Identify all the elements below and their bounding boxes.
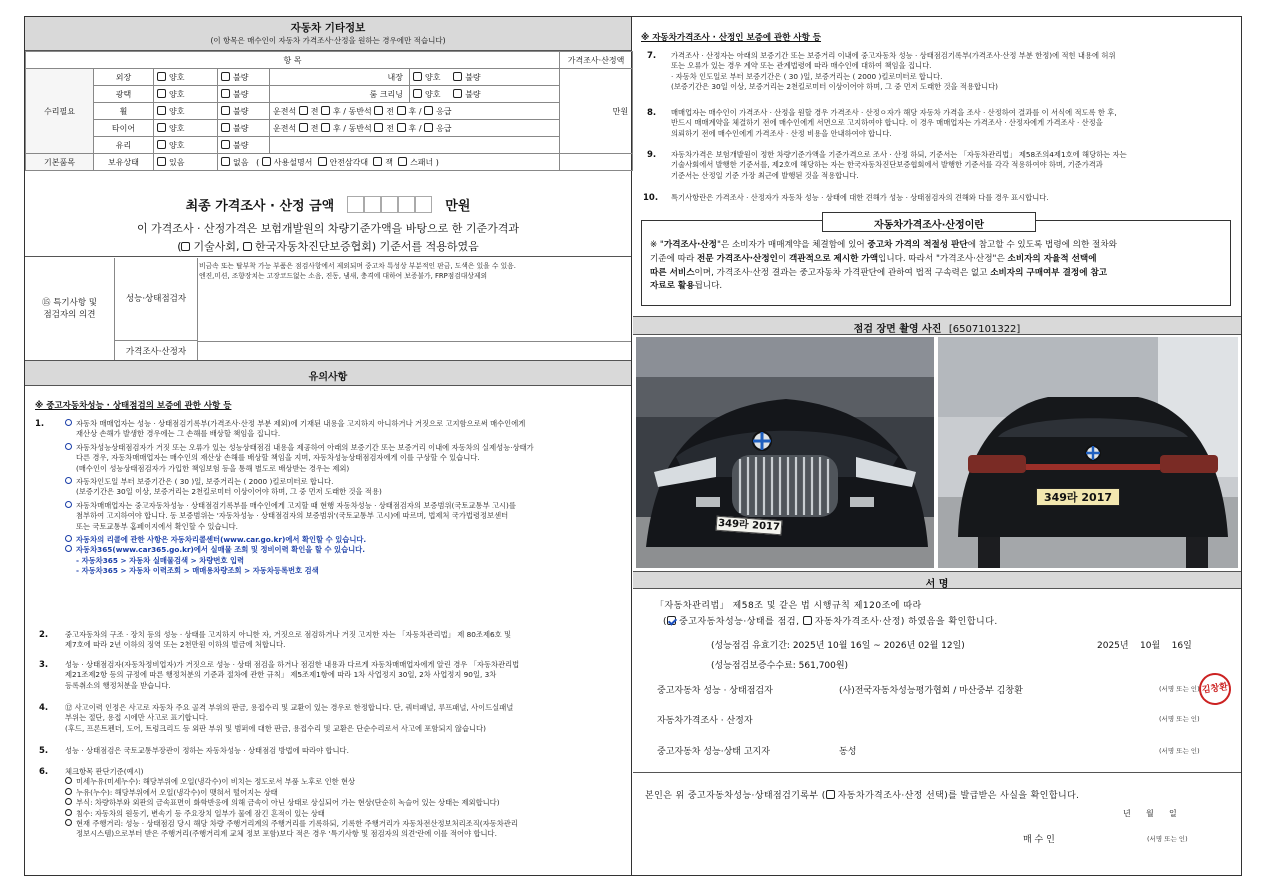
appraiser-sign-hint: (서명 또는 인) (1159, 715, 1200, 723)
note-6: 체크항목 판단기준(예시) 미세누유(미세누수): 해당부위에 오일(냉각수)이 비치는 정도로서 부품 노후로 인한 현상 누유(누수): 해당부위에서 오일(냉각수)이 맺혀서 떨어지는 상태 부식: 차량하부와 외판의 금속표면이 화학반응에 의해 금속이 아닌 상태로 상실되어 가는 현상(단순히 녹슬어 있는 상태는 제외합니다) 침수: 자동차의 원동기, 변속기 등 주요장치 일부가 물에 잠긴 흔적이 있는 상태 현재 주행거리: 성능 · 상태점검 당시 해당 차량 주행거리계의 주행거리를 기록하되, 기록한 주행거리가 자동차전산정보처리조직(자동차관리 정보시스템)으로부터 받은 주행거리(주행거리계 교체 정보 포함)보다 적은 경우 '특기사항 및 점검자의 의견'란에 이를 적어야 합니다. (65, 767, 518, 839)
opinion-label-1: ⑮ 특기사항 및 (42, 298, 97, 308)
wheel-pass-front-checkbox[interactable] (374, 106, 383, 115)
note-7: 가격조사 · 산정자는 아래의 보증기간 또는 보증거리 이내에 중고자동차 성능 · 상태점검기록부(가격조사·산정 부분 한정)에 적힌 내용에 허위 또는 오류가 있는 경우 계약 또는 관계법령에 따라 매수인에 대하여 책임을 집니다. · 자동차 인도일로 부터 보증기간은 ( 30 )일, 보증거리는 ( 2000 )킬로미터로 합니다. (보증기간은 30일 이상, 보증거리는 2천킬로미터 이상이어야 하며, 그 중 먼저 도래한 것을 적용합니다) (671, 51, 1116, 92)
extra-info-title: 자동차 기타정보 (290, 22, 366, 34)
appraiser-label: 가격조사·산정자 (115, 341, 198, 360)
rear-photo (938, 337, 1238, 568)
note-8: 매매업자는 매수인이 가격조사 · 산정을 원할 경우 가격조사 · 산정ㅇ자가 해당 자동차 가격을 조사 · 산정하여 결과를 이 서식에 적도록 한 후, 반드시 매매계약을 체결하기 전에 매수인에게 서면으로 고지하여야 합니다. 이 경우 매매업자는 가격조사 · 산정자에게 가격조사 · 산정을 의뢰하기 전에 매수인에게 가격조사 · 산정 비용을 안내하여야 합니다. (671, 108, 1117, 138)
tire-bad-checkbox[interactable] (221, 123, 230, 132)
tech-society-checkbox[interactable] (181, 242, 190, 251)
wheel-position: 운전석 전 후 / 동반석 전 후 / 응급 (270, 103, 560, 120)
note-10: 특기사항란은 가격조사 · 산정자가 자동차 성능 · 상태에 대한 견해가 성능 · 상태점검자의 견해와 다를 경우 표시합니다. (671, 193, 1049, 202)
left-column: 자동차 기타정보 (이 항목은 매수인이 자동차 가격조사·산정을 원하는 경우에만 적습니다) 항 목 가격조사·산정액 수리필요 외장 양호 불량 내장 양호 불량 만원 광택 양호 불량 룸 크리닝 양호 불량 휠 양호 불량 운전석 전 후 / 동반석 전 후 / 응급 타이어 양호 불량 운전석 전 후 / 동반석 전 후 / 응급 유리 양호 불량 기본품목 보유상태 있음 없음 ( 사용설명서 안전삼각대 잭 스패너 ) 최종 가격조사 · 산정 금액 만원 이 가격조사 · 산정가격은 보험개발원의 차량기준가액을 바탕으로 한 기준가격과 ( 기술사회, 한국자동차진단보증협회) 기준서를 적용하였음 ⑮ 특기사항 및 점검자의 의견 성능·상태점검자 비금속 또는 탈부착 가능 부품은 점검사항에서 제외되며 중고차 특성상 부분적인 판금, 도색은 있을 수 있음. 엔진,미션, 조향장치는 고장코드없는 소음, 진동, 냄새, 충격에 대하여 보증불가, FRP점검대상제외 가격조사·산정자 유의사항 ※ 중고자동차성능 · 상태점검의 보증에 관한 사항 등 1. 자동차 매매업자는 성능 · 상태점검기록부(가격조사·산정 부분 제외)에 기재된 내용을 고지하지 아니하거나 거짓으로 고지함으로써 매수인에게 재산상 손해가 발생한 경우에는 그 손해를 배상할 책임을 집니다. 자동차성능상태점검자가 거짓 또는 오류가 있는 성능상태점검 내용을 제공하여 아래의 보증기간 또는 보증거리 이내에 자동차의 실제성능·상태가 다른 경우, 자동차매매업자는 매수인의 재산상 손해를 배상할 책임을 지며, 자동차성능상태점검자에게 이를 구상할 수 있습니다. (매수인이 성능상태점검자가 가입한 책임보험 등을 통해 별도로 배상받는 경우는 제외) 자동차인도일 부터 보증기간은 ( 30 )일, 보증거리는 ( 2000 )킬로미터로 합니다. (보증기간은 30일 이상, 보증거리는 2천킬로미터 이상이어야 하며, 그 중 먼저 도래한 것을 적용) 자동차매매업자는 중고자동차성능 · 상태점검기록부를 매수인에게 고지할 때 현행 자동차성능 · 상태점검자의 보증범위(국토교통부 고시)를 첨부하여 고지하여야 합니다. 동 보증범위는 '자동차성능 · 상태점검자의 보증범위'(국토교통부 고시)에 따르며, 법제처 국가법령정보센터 또는 국토교통부 홈페이지에서 확인할 수 있습니다. 자동차의 리콜에 관한 사항은 자동차리콜센터(www.car.go.kr)에서 확인할 수 있습니다. 자동차365(www.car365.go.kr)에서 실매물 조회 및 정비이력 확인을 할 수 있습니다. - 자동차365 > 자동차 실매물검색 > 차량번호 입력 - 자동차365 > 자동차 이력조회 > 매매용차량조회 > 자동차등록번호 검색 2. 중고자동차의 구조 · 장치 등의 성능 · 상태를 고지하지 아니한 자, 거짓으로 점검하거나 거짓 고지한 자는 「자동차관리법」 제 80조제6호 및 제7호에 따라 2년 이하의 징역 또는 2천만원 이하의 벌금에 처합니다. 3. 성능 · 상태점검자(자동차정비업자)가 거짓으로 성능 · 상태 점검을 하거나 점검한 내용과 다르게 자동차매매업자에게 알린 경우 「자동차관리법 제21조제2항 등의 규정에 따른 행정처분의 기준과 절차에 관한 규칙」 제5조제1항에 따라 1차 사업정지 30일, 2차 사업정지 90일, 3차 등록취소의 행정처분을 받습니다. 4. ⑫ 사고이력 인정은 사고로 자동차 주요 골격 부위의 판금, 용접수리 및 교환이 있는 경우로 한정합니다. 단, 쿼터패널, 루프패널, 사이드실패널 부위는 절단, 용접 시에만 사고로 표기합니다. (후드, 프론트펜더, 도어, 트렁크리드 등 외판 부위 및 범퍼에 대한 판금, 용접수리 및 교환은 단순수리로서 사고에 포함되지 않습니다) 5. 성능 · 상태점검은 국토교통부장관이 정하는 자동차성능 · 상태점검 방법에 따라야 합니다. 6. 체크항목 판단기준(예시) 미세누유(미세누수): 해당부위에 오일(냉각수)이 비치는 정도로서 부품 노후로 인한 현상 누유(누수): 해당부위에서 오일(냉각수)이 맺혀서 떨어지는 상태 부식: 차량하부와 외판의 금속표면이 화학반응에 의해 금속이 아닌 상태로 상실되어 가는 현상(단순히 녹슬어 있는 상태는 제외합니다) 침수: 자동차의 원동기, 변속기 등 주요장치 일부가 물에 잠긴 흔적이 있는 상태 현재 주행거리: 성능 · 상태점검 당시 해당 차량 주행거리계의 주행거리를 기록하되, 기록한 주행거리가 자동차전산정보처리조직(자동차관리 정보시스템)으로부터 받은 주행거리(주행거리계 교체 정보 포함)보다 적은 경우 '특기사항 및 점검자의 의견'란에 이를 적어야 합니다. (25, 17, 632, 875)
tire-position: 운전석 전 후 / 동반석 전 후 / 응급 (270, 120, 560, 137)
opinion-block (25, 258, 631, 360)
interior-bad-checkbox[interactable] (453, 72, 462, 81)
row-wheel: 휠 (94, 103, 154, 120)
definition-title: 자동차가격조사·산정이란 (822, 212, 1036, 232)
room-bad-checkbox[interactable] (453, 89, 462, 98)
appraisal-checkbox[interactable] (803, 616, 812, 625)
final-price-block (25, 187, 631, 257)
col-item: 항 목 (26, 52, 560, 69)
tire-good-checkbox[interactable] (157, 123, 166, 132)
glass-good-checkbox[interactable] (157, 140, 166, 149)
jack-checkbox[interactable] (373, 157, 382, 166)
glass-bad-checkbox[interactable] (221, 140, 230, 149)
tire-emergency-checkbox[interactable] (424, 123, 433, 132)
photo-title: 점검 장면 촬영 사진 (853, 324, 942, 335)
final-price-boxes[interactable] (347, 196, 433, 213)
note-9: 자동차가격은 보험개발원이 정한 차량기준가액을 기준가격으로 조사 · 산정 하되, 기준서는 「자동차관리법」 제58조의4제1호에 해당하는 자는 기술사회에서 발행한 기준서를, 제2호에 해당하는 자는 한국자동차진단보증협회에서 발행한 기준서를 각각 적용하여야 하며, 기준가격과 기준서는 산정일 기준 가장 최근에 발행된 것을 적용합니다. (671, 150, 1127, 180)
tire-driver-rear-checkbox[interactable] (321, 123, 330, 132)
rear-license-plate: 349라 2017 (1036, 488, 1120, 506)
signature-header: 서 명 (633, 571, 1241, 589)
buyer-confirmation: 본인은 위 중고자동차성능·상태점검기록부 ( 자동차가격조사·산정 선택)를 발급받은 사실을 확인합니다. (645, 791, 1080, 801)
front-license-plate: 349라 2017 (716, 516, 783, 536)
definition-box (641, 220, 1231, 306)
row-tire: 타이어 (94, 120, 154, 137)
sign-date: 2025년 10월 16일 (1097, 641, 1192, 651)
gloss-bad-checkbox[interactable] (221, 89, 230, 98)
opinion-label-2: 점검자의 의견 (43, 310, 96, 320)
signature-confirm-line: ( 중고자동차성능·상태를 점검, 자동차가격조사·산정) 하였음을 확인합니다. (663, 617, 998, 627)
opinion-text-1: 비금속 또는 탈부착 가능 부품은 점검사항에서 제외되며 중고차 특성상 부분적인 판금, 도색은 있을 수 있음. (199, 262, 516, 270)
right-column: ※ 자동차가격조사 · 산정인 보증에 관한 사항 등 7. 가격조사 · 산정자는 아래의 보증기간 또는 보증거리 이내에 중고자동차 성능 · 상태점검기록부(가격조사·산정 부분 한정)에 적힌 내용에 허위 또는 오류가 있는 경우 계약 또는 관계법령에 따라 매수인에 대하여 책임을 집니다. · 자동차 인도일로 부터 보증기간은 ( 30 )일, 보증거리는 ( 2000 )킬로미터로 합니다. (보증기간은 30일 이상, 보증거리는 2천킬로미터 이상이어야 하며, 그 중 먼저 도래한 것을 적용합니다) 8. 매매업자는 매수인이 가격조사 · 산정을 원할 경우 가격조사 · 산정ㅇ자가 해당 자동차 가격을 조사 · 산정하여 결과를 이 서식에 적도록 한 후, 반드시 매매계약을 체결하기 전에 매수인에게 서면으로 고지하여야 합니다. 이 경우 매매업자는 가격조사 · 산정자에게 가격조사 · 산정을 의뢰하기 전에 매수인에게 가격조사 · 산정 비용을 안내하여야 합니다. 9. 자동차가격은 보험개발원이 정한 차량기준가액을 기준가격으로 조사 · 산정 하되, 기준서는 「자동차관리법」 제58조의4제1호에 해당하는 자는 기술사회에서 발행한 기준서를, 제2호에 해당하는 자는 한국자동차진단보증협회에서 발행한 기준서를 각각 적용하여야 하며, 기준가격과 기준서는 산정일 기준 가장 최근에 발행된 것을 적용합니다. 10. 특기사항란은 가격조사 · 산정자가 자동차 성능 · 상태에 대한 견해가 성능 · 상태점검자의 견해와 다를 경우 표시합니다. 자동차가격조사·산정이란 ※ "가격조사·산정"은 소비자가 매매계약을 체결함에 있어 중고차 가격의 적절성 판단에 참고할 수 있도록 법령에 의한 절차와 기준에 따라 전문 가격조사·산정인이 객관적으로 제시한 가액입니다. 따라서 "가격조사·산정"은 소비자의 자율적 선택에 따른 서비스이며, 가격조사·산정 결과는 중고자동차 가격판단에 관하여 법적 구속력은 없고 소비자의 구매여부 결정에 참고 자료로 활용됩니다. 점검 장면 촬영 사진 [6507101322] 349라 2017 349라 2017 서 명 「자동차관리법」 제58조 및 같은 법 시행규칙 제120조에 따라 ( 중고자동차성능·상태를 점검, 자동차가격조사·산정) 하였음을 확인합니다. (성능점검 유효기간: 2025년 10월 16일 ~ 2026년 02월 12일) 2025년 10월 16일 (성능점검보증수수료: 561,700원) 중고자동차 성능 · 상태점검자 (사)전국자동차성능평가협회 / 마산중부 김창환 (서명 또는 인) 김창환 자동차가격조사 · 산정자 (서명 또는 인) 중고자동차 성능·상태 고지자 동성 (서명 또는 인) 본인은 위 중고자동차성능·상태점검기록부 ( 자동차가격조사·산정 선택)를 발급받은 사실을 확인합니다. 년 월 일 매 수 인 (서명 또는 인) (633, 17, 1241, 875)
row-glass: 유리 (94, 137, 154, 154)
wheel-bad-checkbox[interactable] (221, 106, 230, 115)
buyer-appraisal-checkbox[interactable] (826, 790, 835, 799)
tire-pass-front-checkbox[interactable] (374, 123, 383, 132)
notes-header: 유의사항 (25, 360, 631, 386)
buyer-sign-hint: (서명 또는 인) (1147, 835, 1188, 843)
appraisal-section-title: ※ 자동차가격조사 · 산정인 보증에 관한 사항 등 (641, 33, 822, 43)
row-holding: 보유상태 (94, 154, 154, 171)
notes-section-title: ※ 중고자동차성능 · 상태점검의 보증에 관한 사항 등 (35, 401, 232, 411)
holding-yes-checkbox[interactable] (157, 157, 166, 166)
extra-info-table: 항 목 가격조사·산정액 수리필요 외장 양호 불량 내장 양호 불량 만원 광택 양호 불량 룸 크리닝 양호 불량 휠 양호 불량 운전석 전 후 / 동반석 전 후 / 응급 타이어 양호 불량 운전석 전 후 / 동반석 전 후 / 응급 유리 양호 불량 기본품목 보유상태 있음 없음 ( 사용설명서 안전삼각대 잭 스패너 ) (25, 51, 633, 171)
exterior-bad-checkbox[interactable] (221, 72, 230, 81)
tire-driver-front-checkbox[interactable] (299, 123, 308, 132)
wheel-good-checkbox[interactable] (157, 106, 166, 115)
triangle-checkbox[interactable] (318, 157, 327, 166)
exterior-good-checkbox[interactable] (157, 72, 166, 81)
tire-pass-rear-checkbox[interactable] (397, 123, 406, 132)
definition-text: ※ "가격조사·산정"은 소비자가 매매계약을 체결함에 있어 중고차 가격의 적절성 판단에 참고할 수 있도록 법령에 의한 절차와 기준에 따라 전문 가격조사·산정인이 객관적으로 제시한 가액입니다. 따라서 "가격조사·산정"은 소비자의 자율적 선택에 따른 서비스이며, 가격조사·산정 결과는 중고자동차 가격판단에 관하여 법적 구속력은 없고 소비자의 구매여부 결정에 참고 자료로 활용됩니다. (650, 240, 1117, 292)
notifier-role: 중고자동차 성능·상태 고지자 (657, 747, 770, 757)
basic-items: 없음 ( 사용설명서 안전삼각대 잭 스패너 ) (218, 154, 560, 171)
opinion-text-2: 엔진,미션, 조향장치는 고장코드없는 소음, 진동, 냄새, 충격에 대하여 보증불가, FRP점검대상제외 (199, 272, 488, 281)
validity-period: (성능점검 유효기간: 2025년 10월 16일 ~ 2026년 02월 12일) (711, 641, 965, 651)
inspector-seal: 김창환 (1197, 671, 1233, 707)
row-exterior: 외장 (94, 69, 154, 86)
room-good-checkbox[interactable] (413, 89, 422, 98)
photo-header (633, 316, 1241, 335)
col-price: 가격조사·산정액 (560, 52, 633, 69)
wheel-driver-front-checkbox[interactable] (299, 106, 308, 115)
inspection-record-page (24, 16, 1242, 876)
appraiser-opinion-field[interactable] (198, 341, 631, 360)
gloss-good-checkbox[interactable] (157, 89, 166, 98)
row-gloss: 광택 (94, 86, 154, 103)
final-price-desc1: 이 가격조사 · 산정가격은 보험개발원의 차량기준가액을 바탕으로 한 기준가격과 (136, 222, 520, 235)
repair-price: 만원 (560, 69, 633, 154)
inspection-fee: (성능점검보증수수료: 561,700원) (711, 661, 849, 671)
row-interior: 내장 (270, 69, 410, 86)
inspector-sign-hint: (서명 또는 인) (1159, 685, 1200, 693)
final-price-unit: 만원 (445, 199, 471, 214)
notifier-sign-hint: (서명 또는 인) (1159, 747, 1200, 755)
front-photo (636, 337, 934, 568)
note-2: 중고자동차의 구조 · 장치 등의 성능 · 상태를 고지하지 아니한 자, 거짓으로 점검하거나 거짓 고지한 자는 「자동차관리법」 제 80조제6호 및 제7호에 따라 2년 이하의 징역 또는 2천만원 이하의 벌금에 처합니다. (65, 630, 512, 650)
manual-checkbox[interactable] (262, 157, 271, 166)
spanner-checkbox[interactable] (398, 157, 407, 166)
note-5: 성능 · 상태점검은 국토교통부장관이 정하는 자동차성능 · 상태점검 방법에 따라야 합니다. (65, 746, 349, 755)
wheel-emergency-checkbox[interactable] (424, 106, 433, 115)
row-room: 룸 크리닝 (270, 86, 410, 103)
wheel-pass-rear-checkbox[interactable] (397, 106, 406, 115)
extra-info-subtitle: (이 항목은 매수인이 자동차 가격조사·산정을 원하는 경우에만 적습니다) (210, 36, 446, 45)
buyer-label: 매 수 인 (1023, 835, 1055, 845)
rear-car-image (938, 337, 1238, 568)
note-3: 성능 · 상태점검자(자동차정비업자)가 거짓으로 성능 · 상태 점검을 하거나 점검한 내용과 다르게 자동차매매업자에게 알린 경우 「자동차관리법 제21조제2항 등의 규정에 따른 행정처분의 기준과 절차에 관한 규칙」 제5조제1항에 따라 1차 사업정지 30일, 2차 사업정지 90일, 3차 등록취소의 행정처분을 받습니다. (65, 660, 520, 690)
inspector-name: (사)전국자동차성능평가협회 / 마산중부 김창환 (839, 686, 1023, 696)
final-price-title: 최종 가격조사 · 산정 금액 (185, 199, 335, 214)
basic-label: 기본품목 (26, 154, 94, 171)
final-price-desc2: ( 기술사회, 한국자동차진단보증협회) 기준서를 적용하였음 (177, 240, 479, 253)
inspector-role: 중고자동차 성능 · 상태점검자 (657, 686, 773, 696)
holding-none-checkbox[interactable] (221, 157, 230, 166)
kadwa-checkbox[interactable] (243, 242, 252, 251)
wheel-driver-rear-checkbox[interactable] (321, 106, 330, 115)
signature-law-line: 「자동차관리법」 제58조 및 같은 법 시행규칙 제120조에 따라 (655, 601, 922, 611)
interior-good-checkbox[interactable] (413, 72, 422, 81)
note-4: ⑫ 사고이력 인정은 사고로 자동차 주요 골격 부위의 판금, 용접수리 및 교환이 있는 경우로 한정합니다. 단, 쿼터패널, 루프패널, 사이드실패널 부위는 절단, 용접 시에만 사고로 표기합니다. (후드, 프론트펜더, 도어, 트렁크리드 등 외판 부위 및 범퍼에 대한 판금, 용접수리 및 교환은 단순수리로서 사고에 포함되지 않습니다) (65, 703, 514, 733)
appraiser-role: 자동차가격조사 · 산정자 (657, 716, 753, 726)
notifier-name: 동성 (839, 747, 857, 757)
buyer-date: 년 월 일 (1123, 809, 1177, 818)
note-1: 자동차 매매업자는 성능 · 상태점검기록부(가격조사·산정 부분 제외)에 기재된 내용을 고지하지 아니하거나 거짓으로 고지함으로써 매수인에게 재산상 손해가 발생한 경우에는 그 손해를 배상할 책임을 집니다. 자동차성능상태점검자가 거짓 또는 오류가 있는 성능상태점검 내용을 제공하여 아래의 보증기간 또는 보증거리 이내에 자동차의 실제성능·상태가 다른 경우, 자동차매매업자는 매수인의 재산상 손해를 배상할 책임을 지며, 자동차성능상태점검자에게 이를 구상할 수 있습니다. (매수인이 성능상태점검자가 가입한 책임보험 등을 통해 별도로 배상받는 경우는 제외) 자동차인도일 부터 보증기간은 ( 30 )일, 보증거리는 ( 2000 )킬로미터로 합니다. (보증기간은 30일 이상, 보증거리는 2천킬로미터 이상이어야 하며, 그 중 먼저 도래한 것을 적용) 자동차매매업자는 중고자동차성능 · 상태점검기록부를 매수인에게 고지할 때 현행 자동차성능 · 상태점검자의 보증범위(국토교통부 고시)를 첨부하여 고지하여야 합니다. 동 보증범위는 '자동차성능 · 상태점검자의 보증범위'(국토교통부 고시)에 따르며, 법제처 국가법령정보센터 또는 국토교통부 홈페이지에서 확인할 수 있습니다. 자동차의 리콜에 관한 사항은 자동차리콜센터(www.car.go.kr)에서 확인할 수 있습니다. 자동차365(www.car365.go.kr)에서 실매물 조회 및 정비이력 확인을 할 수 있습니다. - 자동차365 > 자동차 실매물검색 > 차량번호 입력 - 자동차365 > 자동차 이력조회 > 매매용차량조회 > 자동차등록번호 검색 (65, 419, 625, 577)
inspector-label: 성능·상태점검자 (115, 258, 198, 341)
photo-code: [6507101322] (948, 324, 1021, 335)
front-car-image (636, 337, 934, 568)
repair-label: 수리필요 (26, 69, 94, 154)
inspection-checkbox[interactable] (667, 616, 676, 625)
extra-info-header (25, 17, 631, 51)
